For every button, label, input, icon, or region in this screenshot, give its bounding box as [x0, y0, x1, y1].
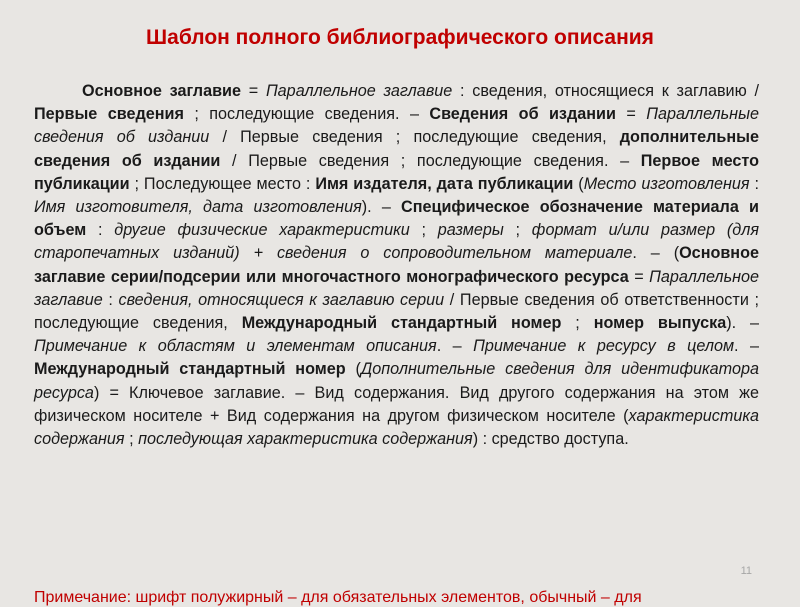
text-segment: :	[102, 290, 119, 309]
text-segment: ) : средство доступа.	[472, 430, 629, 449]
text-segment: характеристика содержания	[34, 406, 759, 449]
text-segment: формат и/или размер (для старопечатных изданий) + сведения о сопроводительном материале	[34, 221, 760, 263]
text-segment: сведения, относящиеся к заглавию серии	[118, 290, 445, 309]
text-segment: Первое место публикации	[34, 151, 759, 193]
text-segment: ;	[561, 314, 594, 333]
text-segment: Место изготовления	[583, 174, 750, 193]
text-segment: / Первые сведения об ответственности ; последующие сведения,	[34, 290, 759, 333]
text-segment: :	[749, 174, 759, 193]
text-segment: ;	[124, 430, 139, 449]
description-template-text	[34, 80, 759, 451]
text-segment: Сведения об издании	[429, 105, 616, 124]
text-segment: Специфическое обозначение материала и объем	[34, 198, 759, 240]
page-number: 11	[740, 565, 752, 577]
text-segment: другие физические характеристики	[114, 221, 410, 240]
text-segment: / Первые сведения ; последующие сведения,	[209, 128, 620, 147]
text-segment: . –	[734, 337, 760, 356]
text-segment: Международный стандартный номер	[34, 360, 346, 379]
text-segment: Примечание к областям и элементам описания	[34, 337, 437, 356]
text-segment: ). –	[361, 198, 402, 217]
text-segment: Дополнительные сведения для идентификатора ресурса	[34, 360, 759, 402]
text-segment: номер выпуска	[593, 314, 727, 333]
text-segment: последующая характеристика содержания	[138, 430, 473, 449]
slide-title: Шаблон полного библиографического описания	[146, 26, 654, 49]
text-segment: Имя издателя, дата публикации	[315, 174, 574, 193]
text-segment: размеры	[437, 221, 504, 240]
text-segment: Основное заглавие серии/подсерии или многочастного монографического ресурса	[34, 244, 759, 286]
text-segment: Параллельное заглавие	[34, 267, 759, 309]
text-segment: ; Последующее место :	[129, 174, 316, 193]
text-segment: :	[86, 221, 115, 240]
text-segment: Основное заглавие	[82, 82, 241, 100]
text-segment: Параллельные сведения об издании	[34, 105, 759, 147]
text-segment: (	[573, 174, 584, 193]
text-segment: (	[345, 360, 361, 379]
text-segment: дополнительные сведения об издании	[34, 128, 759, 170]
text-segment: =	[628, 267, 650, 286]
text-segment: =	[241, 82, 266, 100]
text-segment: Примечание к ресурсу в целом	[473, 337, 735, 356]
text-segment: ;	[409, 221, 438, 240]
text-segment: Параллельное заглавие	[265, 82, 453, 100]
text-segment: / Первые сведения ; последующие сведения. –	[220, 151, 641, 170]
text-segment: . –	[436, 337, 474, 356]
text-segment: Имя изготовителя, дата изготовления	[34, 198, 362, 217]
text-segment: ) = Ключевое заглавие. – Вид содержания. Вид другого содержания на этом же физическом носителе + Вид содержания на другом физическом носителе (	[34, 383, 759, 425]
text-segment: =	[615, 105, 647, 124]
text-segment: ). –	[726, 314, 760, 333]
text-segment: . – (	[632, 244, 680, 263]
text-segment: Международный стандартный номер	[241, 314, 562, 333]
footnote: Примечание: шрифт полужирный – для обязательных элементов, обычный – для	[34, 589, 642, 606]
text-segment: ;	[503, 221, 532, 240]
text-segment: : сведения, относящиеся к заглавию /	[452, 82, 759, 100]
text-segment: ; последующие сведения. –	[183, 105, 430, 124]
text-segment: Первые сведения	[34, 105, 184, 124]
